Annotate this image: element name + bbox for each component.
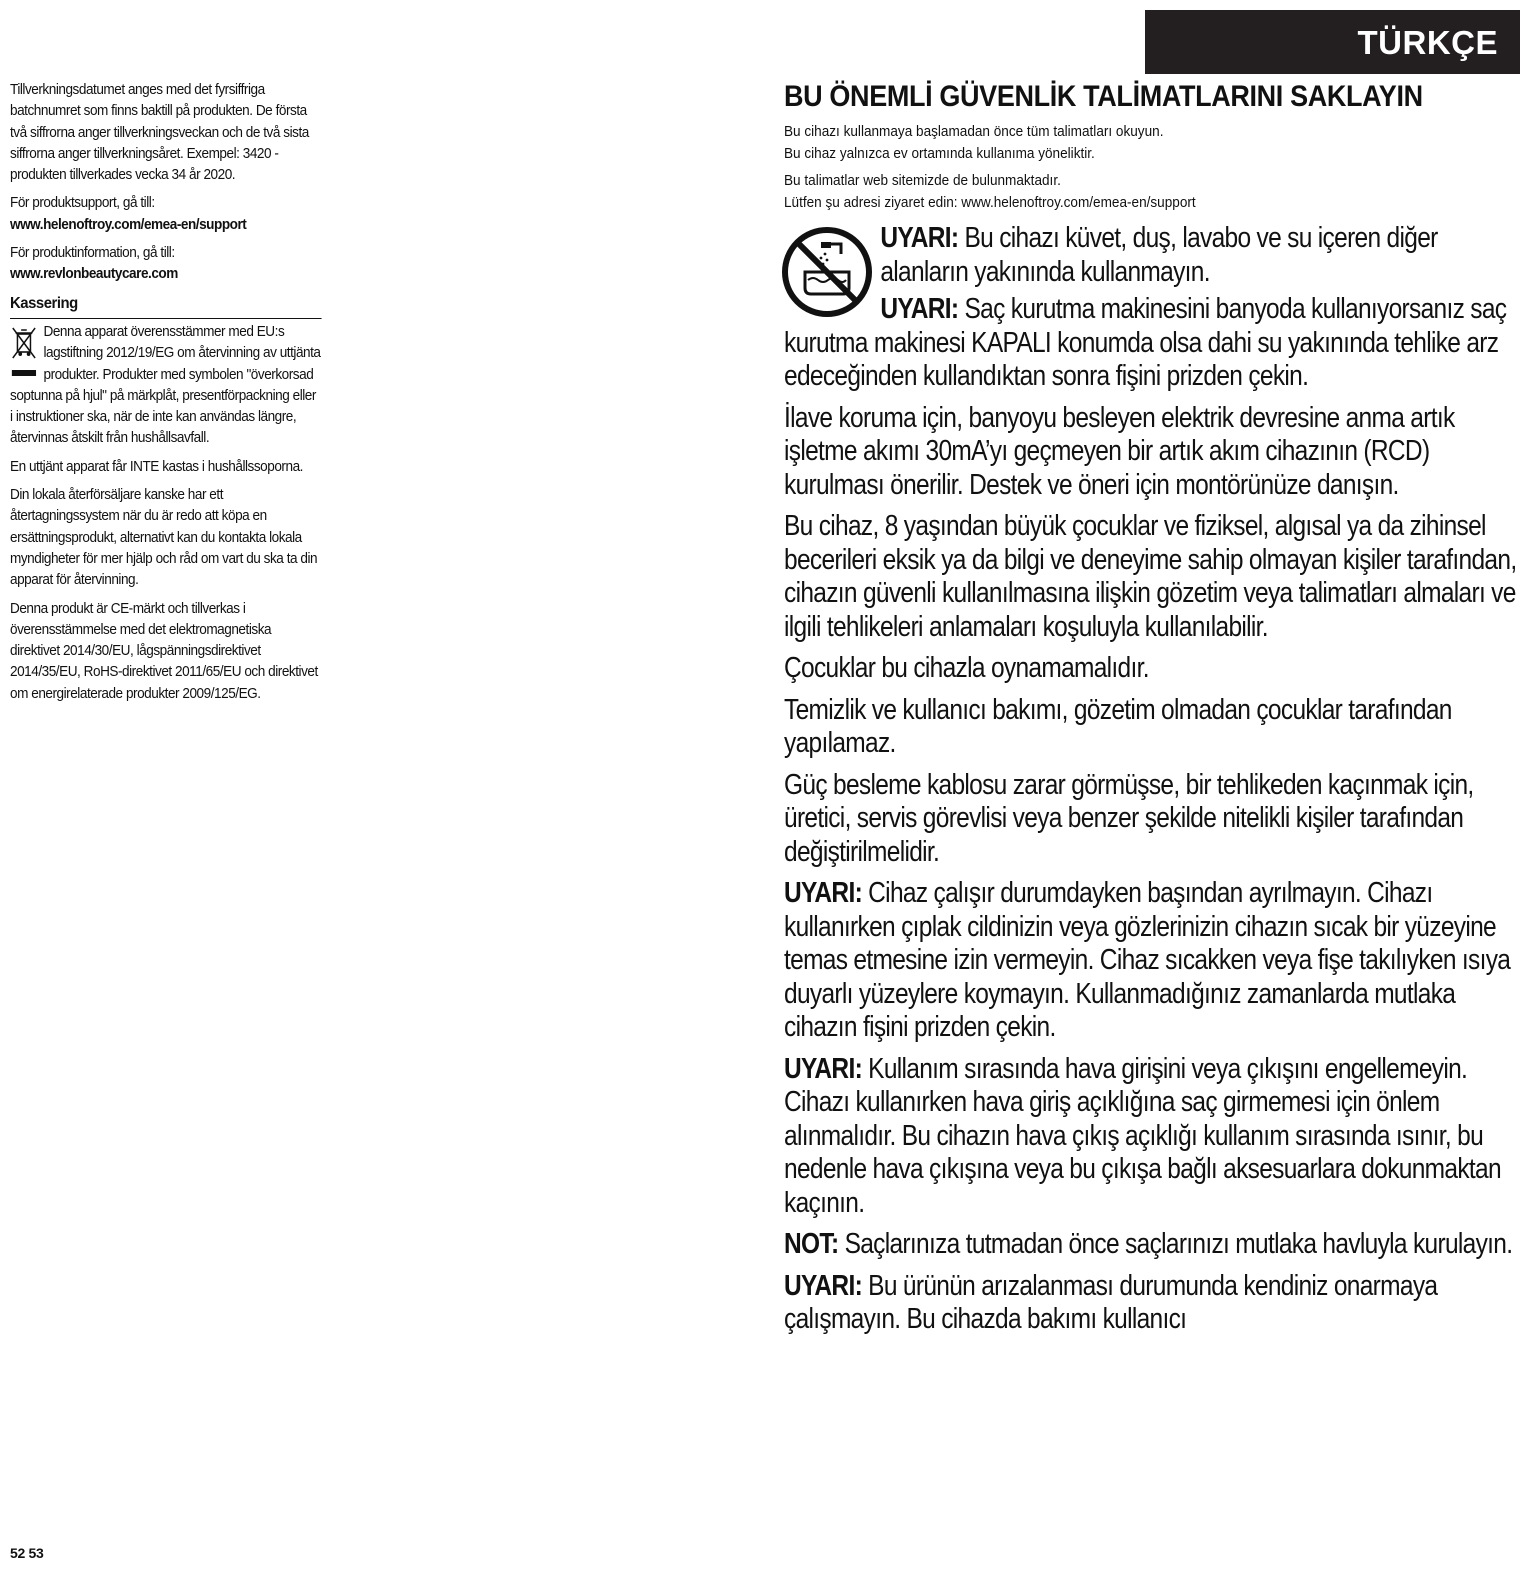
- page-numbers: 52 53: [10, 1545, 44, 1561]
- warning-repair: [784, 1270, 1524, 1337]
- cord-paragraph: Güç besleme kablosu zarar görmüşse, bir tehlikeden kaçınmak için, üretici, servis görevlisi veya benzer şekilde nitelikli kişiler tarafından değiştirilmelidir.: [784, 768, 1474, 868]
- left-column: [10, 80, 322, 712]
- children-paragraph: Bu cihaz, 8 yaşından büyük çocuklar ve fiziksel, algısal ya da zihinsel becerileri eksik ya da bilgi ve deneyime sahip olmayan kişiler tarafından, cihazın güvenli kullanılmasına ilişkin gözetim veya talimatları almaları ve ilgili tehlikeleri anlamaları koşuluyla kullanılabilir.: [784, 510, 1517, 643]
- warning-air-inlet: [784, 1053, 1524, 1221]
- cleaning-paragraph: Temizlik ve kullanıcı bakımı, gözetim olmadan çocuklar tarafından yapılamaz.: [784, 693, 1452, 759]
- info-paragraph: [10, 243, 322, 286]
- warning-repair-text: Bu ürünün arızalanması durumunda kendiniz onarmaya çalışmayın. Bu cihazda bakımı kullanıcı: [784, 1269, 1438, 1335]
- warning-unattended-text: Cihaz çalışır durumdayken başından ayrılmayın. Cihazı kullanırken çıplak cildinizin veya gözlerinizin cihazın sıcak bir yüzeyine temas etmesine izin vermeyin. Cihaz sıcakken veya fişe takılıyken ısıya duyarlı yüzeylere koymayın. Kullanmadığınız zamanlarda mutlaka cihazın fişini prizden çekin.: [784, 877, 1511, 1043]
- batch-number-paragraph: Tillverkningsdatumet anges med det fyrsiffriga batchnumret som finns baktill på produkten. De första två siffrorna anger tillverkningsveckan och de två sista siffrorna anger tillverkningsåret. Exempel: 3420 - produkten tillverkades vecka 34 år 2020.: [10, 82, 309, 184]
- warning-bath: [784, 222, 1525, 289]
- intro-line-3: Bu talimatlar web sitemizde de bulunmaktadır.: [784, 173, 1061, 189]
- weee-paragraph: [10, 318, 322, 450]
- safety-title: BU ÖNEMLİ GÜVENLİK TALİMATLARINI SAKLAYIN: [784, 80, 1423, 113]
- language-tab: [1145, 10, 1520, 74]
- household-waste-paragraph: En uttjänt apparat får INTE kastas i hushållssoporna.: [10, 458, 303, 475]
- support-label: För produktsupport, gå till:: [10, 195, 155, 212]
- info-label: För produktinformation, gå till:: [10, 245, 175, 262]
- warning-label: UYARI:: [784, 1052, 863, 1085]
- warning-bathroom-text: Saç kurutma makinesini banyoda kullanıyorsanız saç kurutma makinesi KAPALI konumda olsa dahi su yakınında tehlike arz edeceğinden kullandıktan sonra fişini prizden çekin.: [784, 293, 1507, 392]
- intro-line-1: Bu cihazı kullanmaya başlamadan önce tüm talimatları okuyun.: [784, 124, 1164, 140]
- warning-bathroom: [784, 293, 1524, 394]
- weee-text: Denna apparat överensstämmer med EU:s lagstiftning 2012/19/EG om återvinning av uttjänta produkter. Produkter med symbolen "överkorsad soptunna på hjul" på märkplåt, presentförpackning eller i instruktioner ska, när de inte kan användas längre, återvinnas åtskilt från hushållsavfall.: [10, 323, 321, 447]
- intro-line-2: Bu cihaz yalnızca ev ortamında kullanıma yöneliktir.: [784, 145, 1095, 162]
- ce-paragraph: Denna produkt är CE-märkt och tillverkas i överensstämmelse med det elektromagnetiska direktivet 2014/30/EU, lågspänningsdirektivet 2014/35/EU, RoHS-direktivet 2011/65/EU och direktivet om energirelaterade produkter 2009/125/EG.: [10, 600, 318, 702]
- intro-line-4: Lütfen şu adresi ziyaret edin: www.helenoftroy.com/emea-en/support: [784, 194, 1196, 211]
- warning-unattended: [784, 877, 1524, 1045]
- note-towel: [784, 1228, 1524, 1262]
- warning-label: UYARI:: [880, 222, 959, 254]
- support-url[interactable]: www.helenoftroy.com/emea-en/support: [10, 216, 247, 233]
- right-column: [784, 80, 1524, 1345]
- warning-air-inlet-text: Kullanım sırasında hava girişini veya çıkışını engellemeyin. Cihazı kullanırken hava giriş açıklığına saç girmemesi için önlem alınmalıdır. Bu cihazın hava çıkış açıklığı kullanım sırasında ısınır, bu nedenle hava çıkışına veya bu çıkışa bağlı aksesuarlara dokunmaktan kaçının.: [784, 1052, 1501, 1219]
- note-towel-text: Saçlarınıza tutmadan önce saçlarınızı mutlaka havluyla kurulayın.: [844, 1228, 1513, 1260]
- warning-label: UYARI:: [880, 293, 959, 325]
- rcd-paragraph: İlave koruma için, banyoyu besleyen elektrik devresine anma artık işletme akımı 30mA’yı geçmeyen bir artık akım cihazının (RCD) kurulması önerilir. Destek ve öneri için montörünüze danışın.: [784, 401, 1455, 501]
- water-warning-block: [784, 222, 1524, 394]
- language-tab-label: TÜRKÇE: [1357, 24, 1498, 61]
- info-url[interactable]: www.revlonbeautycare.com: [10, 266, 178, 283]
- disposal-heading: Kassering: [10, 294, 78, 312]
- warning-label: UYARI:: [784, 877, 863, 909]
- retailer-paragraph: Din lokala återförsäljare kanske har ett återtagningssystem när du är redo att köpa en ersättningsprodukt, alternativt kan du kontakta lokala myndigheter för mer hjälp och råd om vart du ska ta din apparat för återvinning.: [10, 487, 318, 589]
- note-label: NOT:: [784, 1228, 839, 1260]
- warning-bath-text: Bu cihazı küvet, duş, lavabo ve su içeren diğer alanların yakınında kullanmayın.: [880, 222, 1438, 288]
- crossed-out-wheelie-bin-icon: [10, 324, 38, 382]
- play-paragraph: Çocuklar bu cihazla oynamamalıdır.: [784, 652, 1149, 684]
- support-paragraph: [10, 193, 322, 236]
- warning-label: UYARI:: [784, 1269, 863, 1302]
